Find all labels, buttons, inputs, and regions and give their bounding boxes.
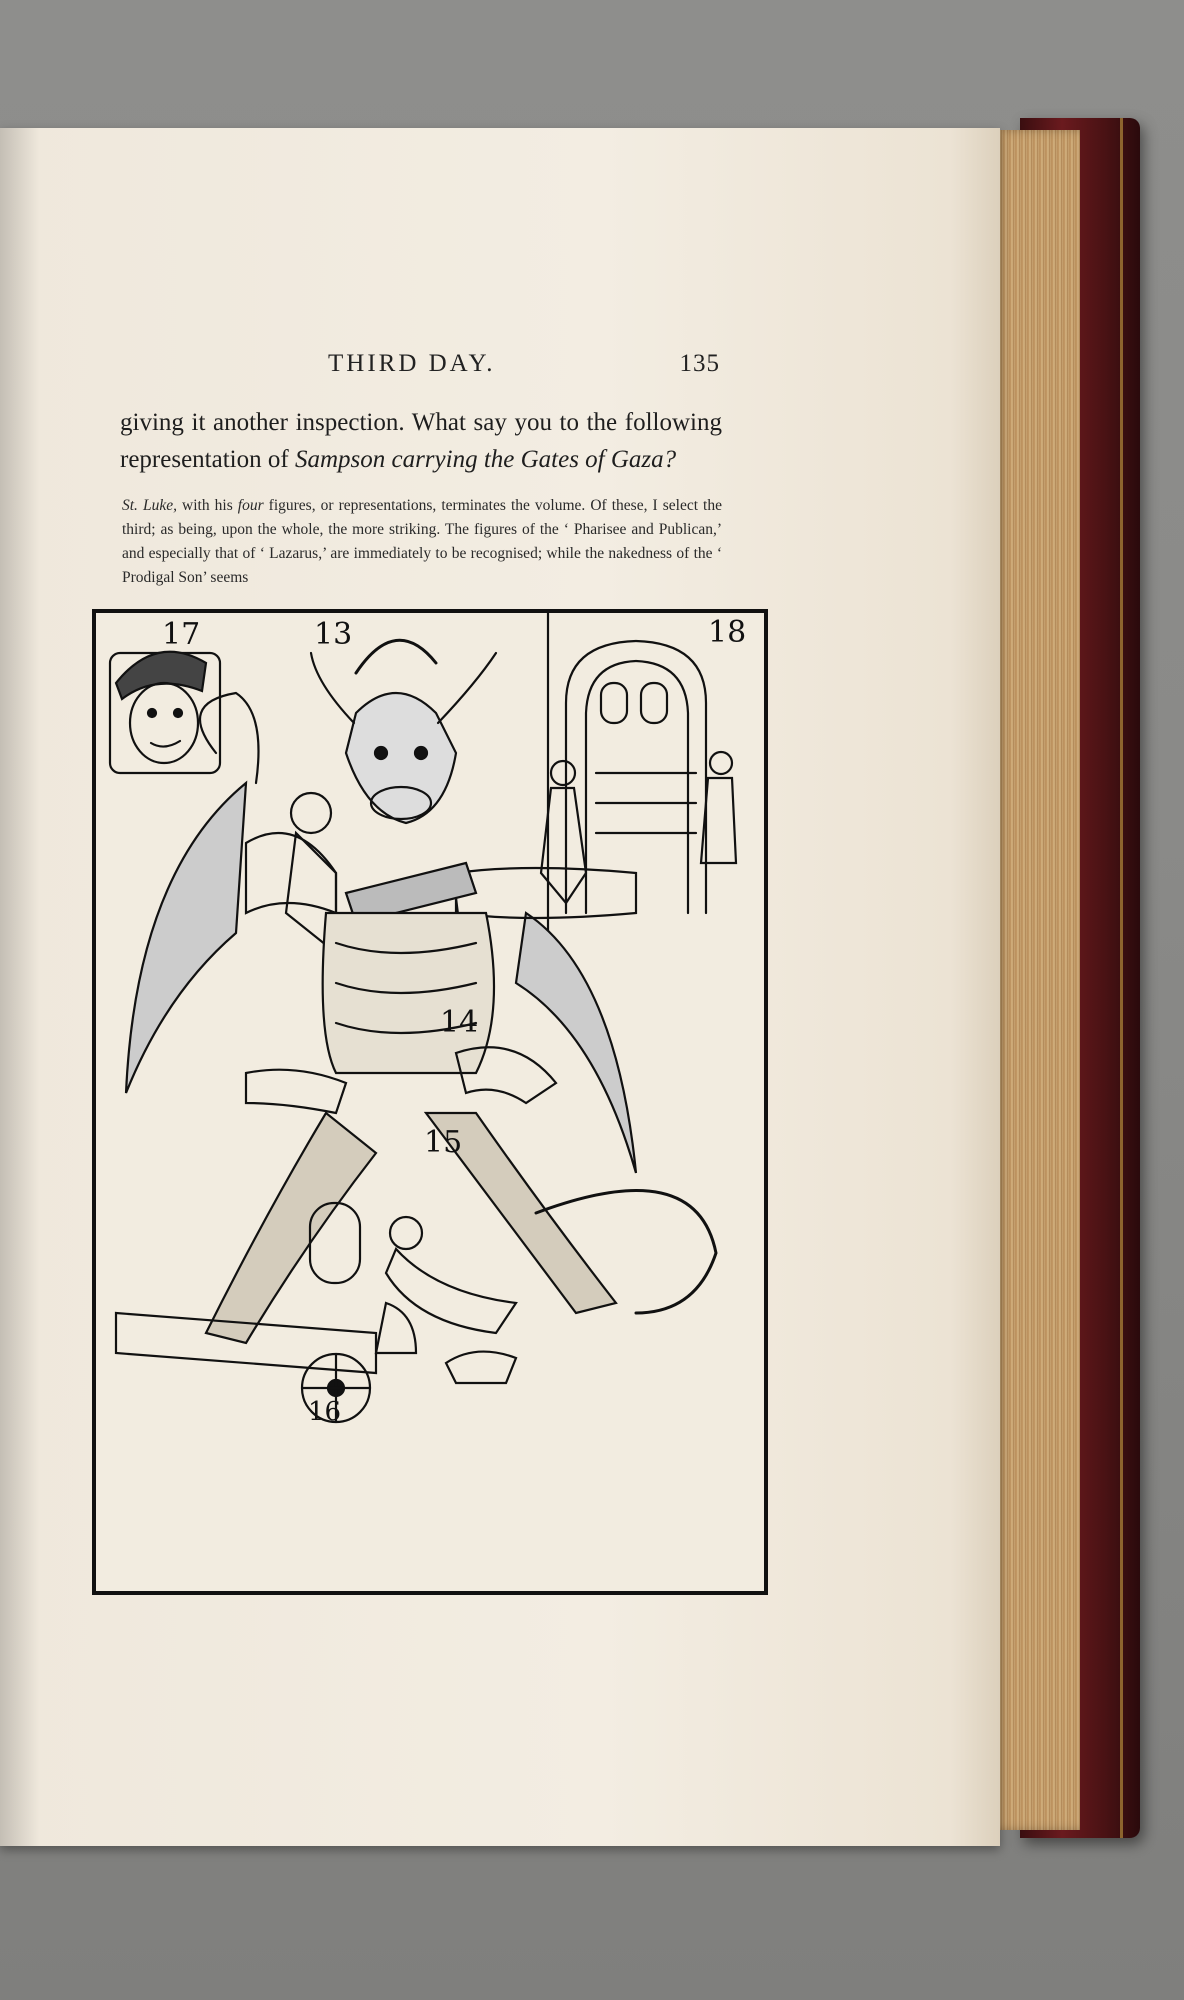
note-seg2: figures, or representations, terminates the volume. Of these, I select the third; as being, upon the whole, the more striking. The figures of the ‘ Pharisee and Publican,’ and especially that of ‘ Lazarus,’ are immediately to be recognised; while the nakedness of the ‘ Prodigal Son’ seems — [122, 497, 722, 586]
woodcut-illustration — [92, 609, 768, 1595]
lead-paragraph — [120, 404, 722, 478]
running-head-title: THIRD DAY. — [328, 350, 496, 377]
figure-number-15: 15 — [424, 1125, 463, 1160]
figure-number-16: 16 — [308, 1397, 342, 1427]
figure-number-13: 13 — [314, 617, 353, 652]
note-italic-start: St. Luke, — [122, 497, 177, 514]
running-head — [120, 350, 720, 384]
page-number: 135 — [679, 350, 720, 377]
gilt-edge — [1120, 118, 1123, 1838]
gutter-shadow — [0, 128, 40, 1846]
figure-number-18: 18 — [708, 615, 747, 650]
note-italic-four: four — [237, 497, 264, 514]
figure-number-17: 17 — [162, 617, 201, 652]
note-seg1: with his — [176, 497, 238, 514]
lead-italic: Sampson carrying the Gates of Gaza? — [294, 446, 677, 473]
woodcut-drawing — [96, 613, 764, 1591]
lead-text: giving it another inspection. What say you to the following representation of — [120, 409, 722, 473]
page-edges — [990, 130, 1080, 1830]
footnote-paragraph — [122, 494, 722, 590]
figure-number-14: 14 — [440, 1005, 479, 1040]
